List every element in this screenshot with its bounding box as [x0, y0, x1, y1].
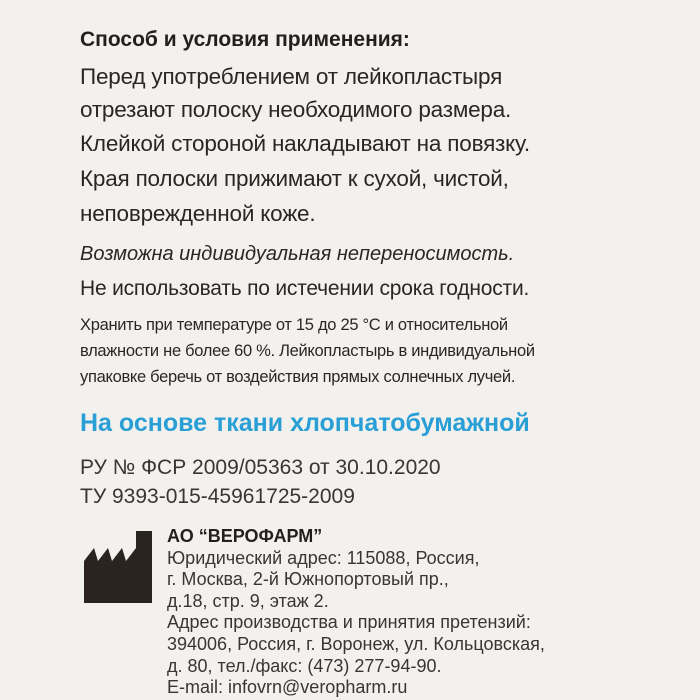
usage-line: Перед употреблением от лейкопластыря — [80, 64, 503, 89]
technical-spec: ТУ 9393-015-45961725-2009 — [80, 485, 355, 508]
email: E-mail: infovrn@veropharm.ru — [167, 677, 408, 698]
storage-line: упаковке беречь от воздействия прямых солнечных лучей. — [80, 368, 516, 386]
intolerance-warning: Возможна индивидуальная непереносимость. — [80, 243, 515, 265]
address-line: г. Москва, 2-й Южнопортовый пр., — [167, 569, 449, 590]
address-line: Адрес производства и принятия претензий: — [167, 612, 531, 633]
material-heading: На основе ткани хлопчатобумажной — [80, 409, 530, 437]
address-line: 394006, Россия, г. Воронеж, ул. Кольцовская, — [167, 633, 545, 654]
address-line: д. 80, тел./факс: (473) 277-94-90. — [167, 655, 442, 676]
usage-line: неповрежденной коже. — [80, 201, 316, 226]
manufacturer-name: АО “ВЕРОФАРМ” — [167, 526, 323, 546]
address-line: д.18, стр. 9, этаж 2. — [167, 590, 329, 611]
expiry-note: Не использовать по истечении срока годности. — [80, 277, 530, 300]
manufacturer-block — [167, 526, 545, 699]
usage-line: отрезают полоску необходимого размера. — [80, 97, 512, 122]
address-line: Юридический адрес: 115088, Россия, — [167, 547, 480, 568]
registration-number: РУ № ФСР 2009/05363 от 30.10.2020 — [80, 456, 441, 479]
usage-line: Клейкой стороной накладывают на повязку. — [80, 131, 530, 156]
storage-line: Хранить при температуре от 15 до 25 °С и относительной — [80, 316, 508, 334]
usage-heading: Способ и условия применения: — [80, 28, 410, 51]
factory-icon — [84, 531, 152, 603]
storage-line: влажности не более 60 %. Лейкопластырь в индивидуальной — [80, 342, 535, 360]
usage-line: Края полоски прижимают к сухой, чистой, — [80, 166, 509, 191]
